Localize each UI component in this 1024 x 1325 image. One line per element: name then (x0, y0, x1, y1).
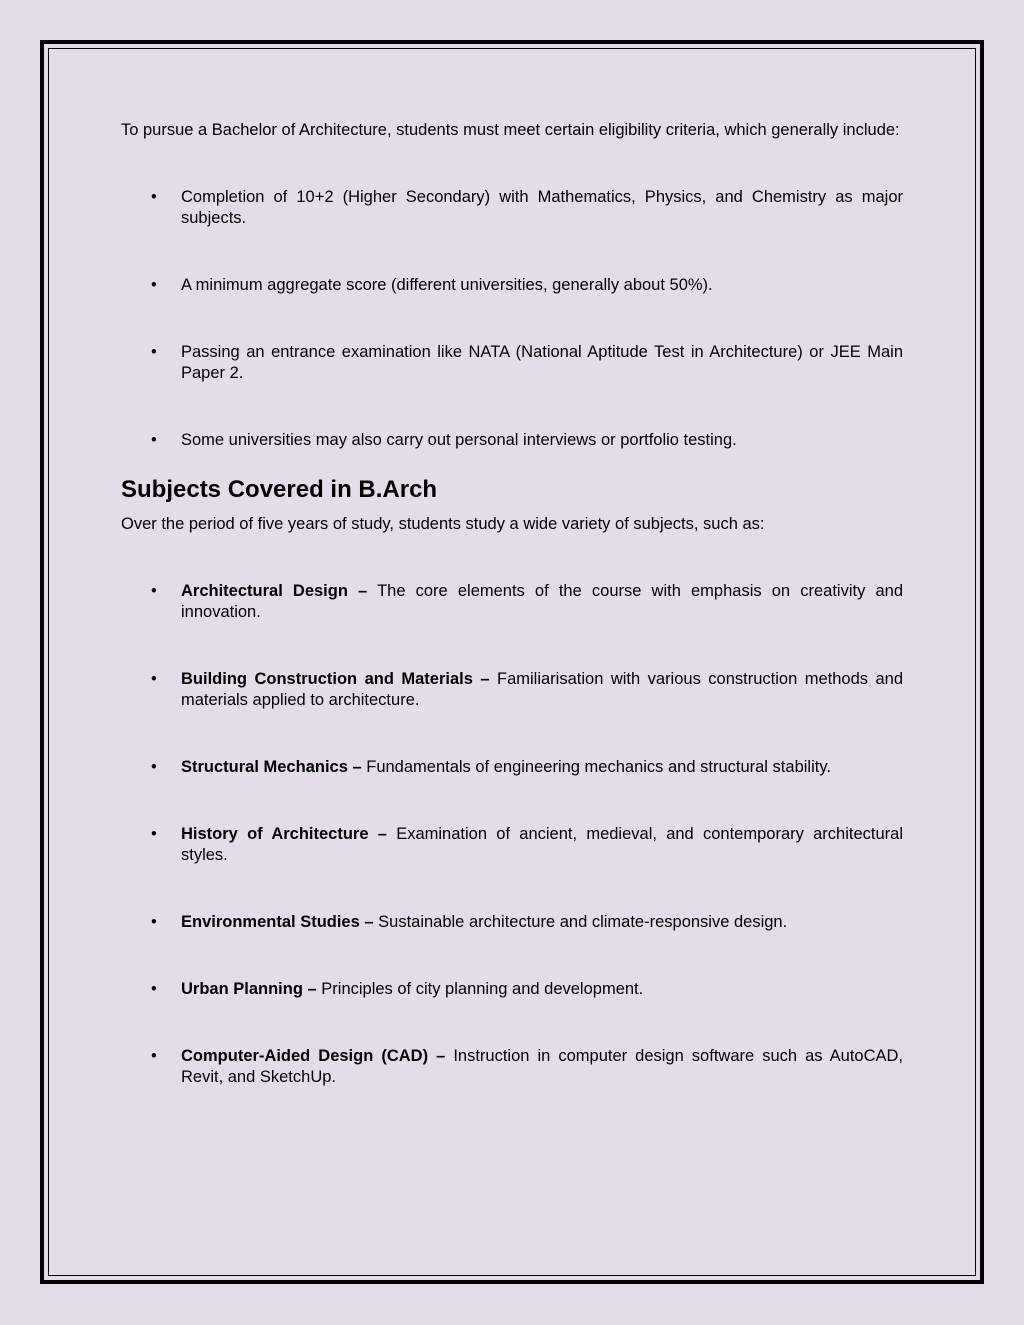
bullet-icon: • (151, 431, 157, 449)
subject-description: Instruction in computer design software such as AutoCAD, Revit, and SketchUp. (181, 1047, 904, 1086)
list-item (121, 342, 903, 384)
subjects-list (121, 581, 903, 1088)
subject-term: Computer-Aided Design (CAD) – (181, 1047, 446, 1065)
bullet-icon: • (151, 343, 157, 361)
list-item (121, 669, 903, 711)
document-body (121, 120, 903, 1088)
subject-description: Principles of city planning and development. (316, 980, 644, 998)
subject-term: Architectural Design – (181, 582, 368, 600)
subject-description: Fundamentals of engineering mechanics and structural stability. (361, 758, 831, 776)
eligibility-intro: To pursue a Bachelor of Architecture, students must meet certain eligibility criteria, which generally include: (121, 121, 900, 139)
bullet-icon: • (151, 188, 157, 206)
list-item (121, 1046, 903, 1088)
subject-term: Building Construction and Materials – (181, 670, 490, 688)
subjects-heading: Subjects Covered in B.Arch (121, 476, 438, 503)
subject-description: Sustainable architecture and climate-responsive design. (373, 913, 788, 931)
list-item (121, 757, 903, 778)
bullet-icon: • (151, 758, 157, 776)
list-item (121, 979, 903, 1000)
list-item-text: A minimum aggregate score (different universities, generally about 50%). (181, 276, 713, 294)
subject-term: History of Architecture – (181, 825, 387, 843)
subject-description: Examination of ancient, medieval, and contemporary architectural styles. (181, 825, 903, 864)
list-item (121, 430, 903, 451)
subject-description: Familiarisation with various construction methods and materials applied to architecture. (181, 670, 903, 709)
list-item-text: Passing an entrance examination like NATA (National Aptitude Test in Architecture) or JEE Main Paper 2. (181, 343, 903, 382)
list-item-text: Some universities may also carry out personal interviews or portfolio testing. (181, 431, 737, 449)
bullet-icon: • (151, 913, 157, 931)
list-item (121, 912, 903, 933)
bullet-icon: • (151, 825, 157, 843)
subject-term: Environmental Studies – (181, 913, 374, 931)
subject-term: Urban Planning – (181, 980, 317, 998)
subject-term: Structural Mechanics – (181, 758, 362, 776)
bullet-icon: • (151, 1047, 157, 1065)
subjects-intro: Over the period of five years of study, students study a wide variety of subjects, such as: (121, 515, 765, 533)
list-item-text: Completion of 10+2 (Higher Secondary) with Mathematics, Physics, and Chemistry as major subjects. (181, 188, 903, 227)
bullet-icon: • (151, 670, 157, 688)
list-item (121, 581, 903, 623)
bullet-icon: • (151, 276, 157, 294)
eligibility-list (121, 187, 903, 451)
list-item (121, 824, 903, 866)
bullet-icon: • (151, 980, 157, 998)
subject-description: The core elements of the course with emphasis on creativity and innovation. (181, 582, 903, 621)
bullet-icon: • (151, 582, 157, 600)
list-item (121, 187, 903, 229)
list-item (121, 275, 903, 296)
